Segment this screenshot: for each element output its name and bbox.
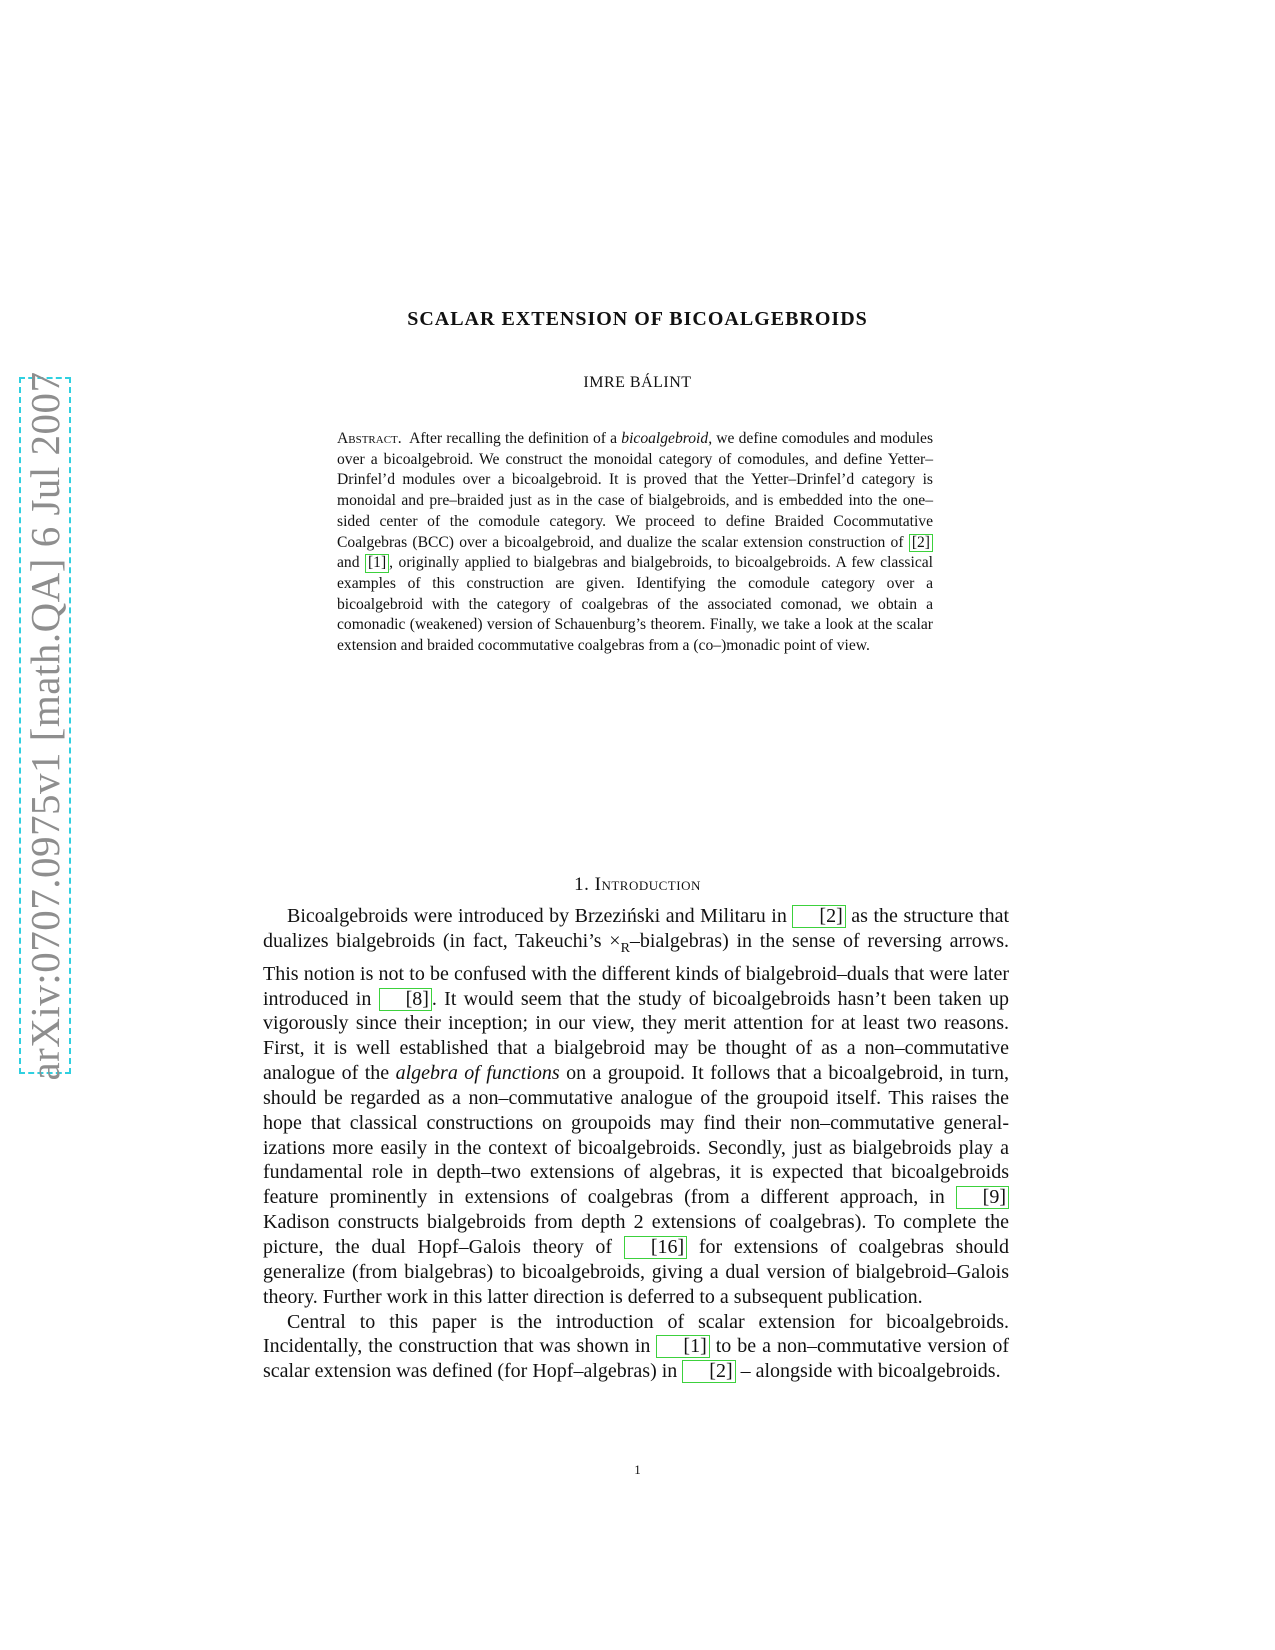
citation-link[interactable]: [1] bbox=[656, 1335, 709, 1358]
paragraph-text: . It would seem that the study of bicoalgebroids hasn’t been taken up vigorously since their inception; in our view, they merit attention for at least two reasons. First, it is well established that a bialgebroid may be thought of as a non–commutative analogue of the bbox=[263, 987, 1009, 1085]
abstract bbox=[337, 429, 933, 657]
citation-link[interactable]: [2] bbox=[682, 1360, 735, 1383]
abstract-emphasis: bicoalgebroid bbox=[621, 430, 709, 447]
citation-link[interactable]: [8] bbox=[379, 988, 432, 1011]
citation-link[interactable]: [1] bbox=[365, 554, 389, 572]
citation-link[interactable]: [2] bbox=[792, 905, 845, 928]
paragraph-text: Central to this paper is the introduction of scalar extension for bicoalgebroids. Incidentally, the construction that was shown in bbox=[263, 1310, 1009, 1358]
citation-link[interactable]: [9] bbox=[956, 1186, 1009, 1209]
paragraph-text: –bialgebras) in the sense of reversing arrows. This notion is not to be confused with the different kinds of bialgebroid–duals that were later introduced in bbox=[263, 929, 1010, 1010]
citation-link[interactable]: [16] bbox=[624, 1236, 687, 1259]
abstract-text: , we define comodules and modules over a bicoalgebroid. We construct the monoidal category of comodules, and define Yetter–Drinfel’d modules over a bicoalgebroid. It is proved that the Yetter–Drinfel’d category is monoidal and pre–braided just as in the case of bialgebroids, and is embedded into the one–sided center of the comodule category. We proceed to define Braided Cocommutative Coalgebras (BCC) over a bicoalgebroid, and dualize the scalar extension construction of bbox=[337, 430, 934, 551]
paragraph-text: – alongside with bicoalgebroids. bbox=[735, 1360, 1001, 1383]
abstract-label: Abstract. bbox=[337, 430, 402, 447]
paragraph bbox=[263, 904, 1009, 1310]
paragraph-text: on a groupoid. It follows that a bicoalgebroid, in turn, should be regarded as a non–commutative analogue of the groupoid itself. This raises the hope that classical constructions on groupoids may find their non–commutative generalizations more easily in the context of bicoalgebroids. Secondly, just as bialgebroids play a fundamental role in depth–two extensions of algebras, it is expected that bicoalgebroids feature prominently in extensions of coalgebras (from a different approach, in bbox=[263, 1062, 1009, 1209]
body-text bbox=[263, 904, 1009, 1384]
paper-title: SCALAR EXTENSION OF BICOALGEBROIDS bbox=[407, 308, 868, 330]
paragraph-text: for extensions of coalgebras should generalize (from bialgebras) to bicoalgebroids, giving a dual version of bialgebroid–Galois theory. Further work in this latter direction is deferred to a subsequent publication. bbox=[263, 1235, 1010, 1308]
page-number: 1 bbox=[634, 1462, 641, 1477]
section-heading bbox=[0, 874, 1275, 896]
abstract-text: After recalling the definition of a bbox=[409, 430, 622, 447]
paragraph bbox=[263, 1310, 1009, 1385]
arxiv-identifier-stamp bbox=[19, 370, 71, 1081]
abstract-text: and bbox=[337, 554, 365, 572]
citation-link[interactable]: [2] bbox=[909, 534, 933, 552]
arxiv-identifier-text: arXiv:0707.0975v1 [math.QA] 6 Jul 2007 bbox=[22, 370, 68, 1081]
abstract-text: , originally applied to bialgebras and bialgebroids, to bicoalgebroids. A few classical examples of this construction are given. Identifying the comodule category over a bicoalgebroid with the category of coalgebras of the associated comonad, we obtain a comonadic (weakened) version of Schauenburg’s theorem. Finally, we take a look at the scalar extension and braided cocommutative coalgebras from a (co–)monadic point of view. bbox=[337, 554, 933, 655]
paragraph-text: to be a non–commutative version of scalar extension was defined (for Hopf–algebras) in bbox=[263, 1335, 1009, 1383]
paragraph-emphasis: algebra of functions bbox=[395, 1062, 560, 1085]
paragraph-text: Bicoalgebroids were introduced by Brzeziński and Militaru in bbox=[287, 905, 793, 927]
subscript: R bbox=[620, 940, 630, 956]
paragraph-text: Kadison constructs bialgebroids from depth 2 extensions of coalgebras). To complete the picture, the dual Hopf–Galois theory of bbox=[263, 1211, 1009, 1258]
section-number: 1. bbox=[574, 874, 590, 895]
author-name: IMRE BÁLINT bbox=[583, 374, 692, 391]
paragraph-text: as the structure that dualizes bialgebroids (in fact, Takeuchi’s × bbox=[263, 905, 1009, 952]
section-title: Introduction bbox=[594, 874, 701, 895]
